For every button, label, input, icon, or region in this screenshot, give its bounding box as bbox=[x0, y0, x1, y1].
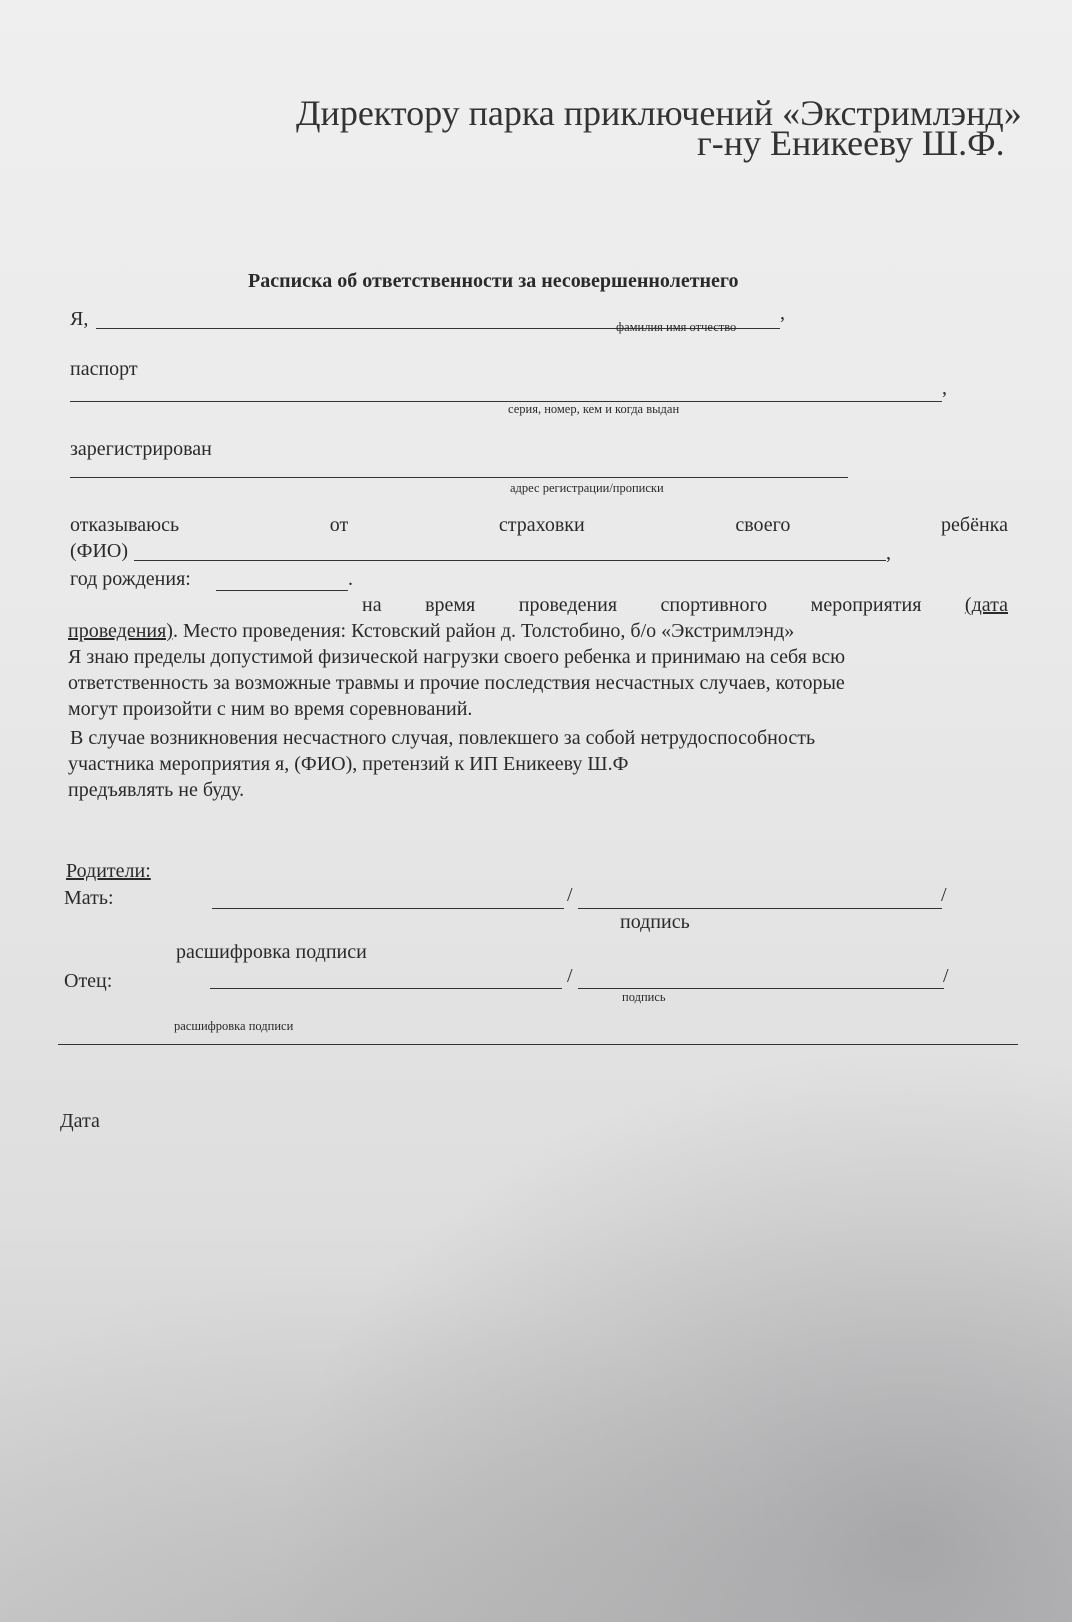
address-line[interactable] bbox=[70, 477, 848, 478]
mother-signature-hint: подпись bbox=[620, 911, 690, 933]
para2-line3: предъявлять не буду. bbox=[68, 779, 245, 801]
passport-label: паспорт bbox=[70, 358, 138, 380]
para2-line2: участника мероприятия я, (ФИО), претензий к ИП Еникееву Ш.Ф bbox=[68, 753, 629, 775]
mother-signature-line[interactable] bbox=[212, 908, 564, 909]
event-line: на время проведения спортивного мероприятия (дата bbox=[362, 594, 1008, 616]
birth-year-line[interactable] bbox=[216, 590, 348, 591]
child-fio-line[interactable] bbox=[134, 560, 886, 561]
addressee-line-2: г-ну Еникееву Ш.Ф. bbox=[697, 123, 1005, 163]
mother-decode-hint: расшифровка подписи bbox=[176, 941, 367, 963]
father-signature-hint: подпись bbox=[622, 990, 666, 1004]
place-line: проведения). Место проведения: Кстовский район д. Толстобино, б/о «Экстримлэнд» bbox=[68, 620, 795, 642]
passport-hint: серия, номер, кем и когда выдан bbox=[508, 402, 680, 416]
father-decode-hint: расшифровка подписи bbox=[174, 1019, 294, 1033]
mother-label: Мать: bbox=[64, 887, 114, 909]
separator-line bbox=[58, 1044, 1018, 1045]
registered-label: зарегистрирован bbox=[70, 438, 212, 460]
para1-line2: ответственность за возможные травмы и прочие последствия несчастных случаев, которые bbox=[68, 672, 845, 694]
fio-hint: фамилия имя отчество bbox=[616, 320, 737, 334]
parents-label: Родители: bbox=[66, 860, 151, 882]
passport-line[interactable] bbox=[70, 401, 942, 402]
father-signature-line[interactable] bbox=[210, 988, 562, 989]
para2-line1: В случае возникновения несчастного случая, повлекшего за собой нетрудоспособность bbox=[70, 727, 816, 749]
addressee-line-1: Директору парка приключений «Экстримлэнд» bbox=[296, 93, 1022, 133]
document-page: Директору парка приключений «Экстримлэнд» г-ну Еникееву Ш.Ф. Расписка об ответственности за несовершеннолетнего Я, , фамилия имя отчество паспорт , серия, номер, кем и когда выдан зарегистрирован адрес регистрации/прописки отказываюсь от страховки своего ребёнка (ФИО) , год рождения: . на время проведения спортивного мероприятия (дата проведения). Место проведения: Кстовский район д. Толстобино, б/о «Экстримлэнд» Я знаю пределы допустимой физической нагрузки своего ребенка и принимаю на себя всю ответственность за возможные травмы и прочие последствия несчастных случаев, которые могут произойти с ним во время соревнований. В случае возникновения несчастного случая, повлекшего за собой нетрудоспособность участника мероприятия я, (ФИО), претензий к ИП Еникееву Ш.Ф предъявлять не буду. Родители: Мать: / / подпись расшифровка подписи Отец: / / подпись расшифровка подписи Дата bbox=[0, 0, 1072, 1622]
ya-label: Я, bbox=[70, 308, 89, 330]
father-label: Отец: bbox=[64, 970, 113, 992]
para1-line3: могут произойти с ним во время соревнований. bbox=[68, 698, 473, 720]
father-decode-line[interactable] bbox=[578, 988, 944, 989]
address-hint: адрес регистрации/прописки bbox=[510, 481, 664, 495]
refuse-line: отказываюсь от страховки своего ребёнка bbox=[70, 514, 1008, 536]
para1-line1: Я знаю пределы допустимой физической нагрузки своего ребенка и принимаю на себя всю bbox=[68, 646, 846, 668]
date-label: Дата bbox=[60, 1110, 100, 1132]
birth-year-label: год рождения: bbox=[70, 568, 191, 590]
document-title: Расписка об ответственности за несовершеннолетнего bbox=[248, 270, 739, 292]
mother-decode-line[interactable] bbox=[578, 908, 942, 909]
child-fio-label: (ФИО) bbox=[70, 540, 129, 562]
